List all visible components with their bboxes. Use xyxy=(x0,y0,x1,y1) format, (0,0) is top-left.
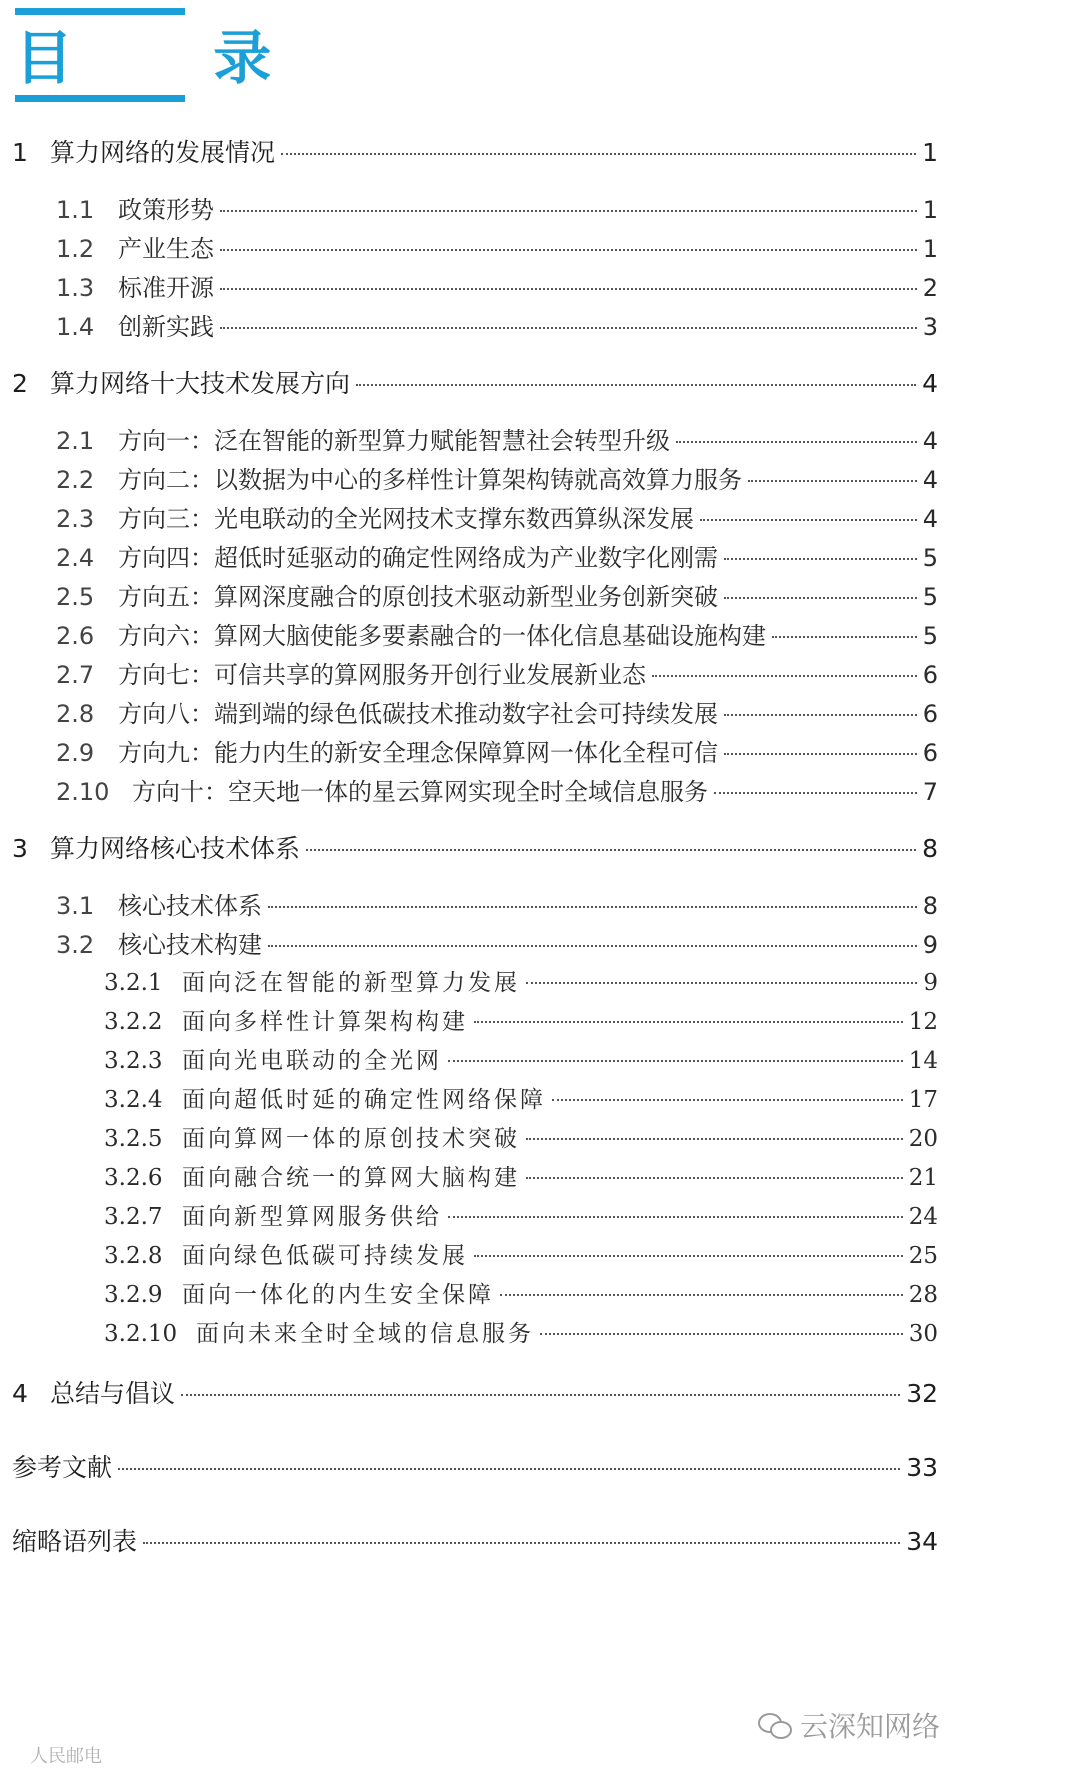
dot-leader xyxy=(356,384,916,386)
dot-leader xyxy=(306,849,916,851)
toc-entry-3-2-9[interactable] xyxy=(104,1276,938,1309)
dot-leader xyxy=(540,1333,903,1335)
entry-title: 方向九：能力内生的新安全理念保障算网一体化全程可信 xyxy=(118,739,718,767)
entry-title: 面向光电联动的全光网 xyxy=(182,1048,442,1074)
dot-leader xyxy=(500,1294,903,1296)
entry-page: 12 xyxy=(908,1009,938,1035)
toc-entry-3-2-10[interactable] xyxy=(104,1315,938,1348)
entry-page: 6 xyxy=(922,661,938,689)
dot-leader xyxy=(143,1542,900,1544)
dot-leader xyxy=(448,1216,903,1218)
entry-page: 17 xyxy=(908,1087,938,1113)
dot-leader xyxy=(220,210,917,212)
entry-page: 5 xyxy=(922,622,938,650)
entry-number: 3.2.7 xyxy=(104,1204,163,1230)
entry-page: 9 xyxy=(922,931,938,959)
toc-entry-2-10[interactable] xyxy=(56,772,938,807)
entry-page: 8 xyxy=(922,892,938,920)
entry-page: 6 xyxy=(922,739,938,767)
dot-leader xyxy=(268,945,917,947)
entry-page: 1 xyxy=(922,138,938,167)
toc-entry-2-9[interactable] xyxy=(56,733,938,768)
dot-leader xyxy=(724,597,917,599)
entry-title: 方向一：泛在智能的新型算力赋能智慧社会转型升级 xyxy=(118,427,670,455)
toc-entry-3-2-4[interactable] xyxy=(104,1081,938,1114)
entry-number: 3.2 xyxy=(56,931,95,959)
toc-entry-4[interactable] xyxy=(12,1374,938,1410)
dot-leader xyxy=(552,1099,903,1101)
entry-title: 政策形势 xyxy=(118,196,214,224)
entry-number: 3.2.5 xyxy=(104,1126,163,1152)
entry-page: 14 xyxy=(908,1048,938,1074)
dot-leader xyxy=(724,558,917,560)
entry-title: 方向六：算网大脑使能多要素融合的一体化信息基础设施构建 xyxy=(118,622,766,650)
entry-number: 3.2.8 xyxy=(104,1243,163,1269)
entry-title: 面向算网一体的原创技术突破 xyxy=(182,1126,520,1152)
entry-number: 3.2.2 xyxy=(104,1009,163,1035)
entry-page: 7 xyxy=(922,778,938,806)
toc-entry-1-1[interactable] xyxy=(56,190,938,225)
entry-title: 总结与倡议 xyxy=(50,1379,176,1408)
dot-leader xyxy=(474,1021,903,1023)
entry-page: 24 xyxy=(908,1204,938,1230)
entry-page: 6 xyxy=(922,700,938,728)
entry-title: 面向新型算网服务供给 xyxy=(182,1204,442,1230)
entry-number: 1.1 xyxy=(56,196,95,224)
entry-title: 算力网络核心技术体系 xyxy=(50,834,301,863)
watermark-account xyxy=(758,1705,940,1745)
entry-page: 32 xyxy=(906,1379,938,1408)
entry-page: 20 xyxy=(908,1126,938,1152)
entry-page: 5 xyxy=(922,544,938,572)
entry-title: 面向未来全时全域的信息服务 xyxy=(196,1321,534,1347)
entry-number: 3.2.4 xyxy=(104,1087,163,1113)
entry-title: 面向多样性计算架构构建 xyxy=(182,1009,468,1035)
dot-leader xyxy=(772,636,917,638)
toc-entry-1-4[interactable] xyxy=(56,307,938,342)
dot-leader xyxy=(526,1177,903,1179)
dot-leader xyxy=(448,1060,903,1062)
entry-page: 2 xyxy=(922,274,938,302)
toc-entry-2-7[interactable] xyxy=(56,655,938,690)
entry-number: 2.8 xyxy=(56,700,95,728)
entry-page: 34 xyxy=(906,1527,938,1556)
dot-leader xyxy=(118,1468,900,1470)
entry-page: 4 xyxy=(922,427,938,455)
entry-title: 核心技术体系 xyxy=(118,892,262,920)
entry-title: 方向二：以数据为中心的多样性计算架构铸就高效算力服务 xyxy=(118,466,742,494)
entry-title: 面向融合统一的算网大脑构建 xyxy=(182,1165,520,1191)
entry-title: 面向一体化的内生安全保障 xyxy=(182,1282,494,1308)
entry-title: 参考文献 xyxy=(12,1453,113,1482)
toc-entry-2-6[interactable] xyxy=(56,616,938,651)
dot-leader xyxy=(724,714,917,716)
entry-page: 3 xyxy=(922,313,938,341)
entry-title: 面向超低时延的确定性网络保障 xyxy=(182,1087,546,1113)
toc-entry-references[interactable] xyxy=(12,1448,938,1484)
entry-title: 创新实践 xyxy=(118,313,214,341)
entry-title: 算力网络的发展情况 xyxy=(50,138,276,167)
entry-page: 4 xyxy=(922,505,938,533)
entry-title: 方向七：可信共享的算网服务开创行业发展新业态 xyxy=(118,661,646,689)
entry-number: 3.2.9 xyxy=(104,1282,163,1308)
toc-entry-3-2-1[interactable] xyxy=(104,964,938,997)
dot-leader xyxy=(526,1138,903,1140)
toc-entry-3[interactable] xyxy=(12,829,938,865)
toc-entry-1-2[interactable] xyxy=(56,229,938,264)
dot-leader xyxy=(181,1394,900,1396)
toc-entry-2-4[interactable] xyxy=(56,538,938,573)
entry-page: 30 xyxy=(908,1321,938,1347)
toc-entry-3-2-5[interactable] xyxy=(104,1120,938,1153)
dot-leader xyxy=(526,982,917,984)
toc-entry-2-8[interactable] xyxy=(56,694,938,729)
entry-number: 3 xyxy=(12,834,28,863)
entry-number: 1 xyxy=(12,138,28,167)
dot-leader xyxy=(724,753,917,755)
entry-number: 2.7 xyxy=(56,661,95,689)
entry-number: 2.6 xyxy=(56,622,95,650)
entry-title: 面向绿色低碳可持续发展 xyxy=(182,1243,468,1269)
toc-entry-2-1[interactable] xyxy=(56,421,938,456)
entry-number: 2.10 xyxy=(56,778,110,806)
entry-title: 方向八：端到端的绿色低碳技术推动数字社会可持续发展 xyxy=(118,700,718,728)
entry-page: 1 xyxy=(922,196,938,224)
entry-number: 2.5 xyxy=(56,583,95,611)
entry-page: 25 xyxy=(908,1243,938,1269)
entry-number: 2.2 xyxy=(56,466,95,494)
entry-number: 2.4 xyxy=(56,544,95,572)
toc-entry-3-2-6[interactable] xyxy=(104,1159,938,1192)
toc-entry-1[interactable] xyxy=(12,133,938,169)
entry-number: 1.3 xyxy=(56,274,95,302)
entry-number: 2 xyxy=(12,369,28,398)
wechat-icon xyxy=(758,1713,792,1737)
toc-entry-3-2-3[interactable] xyxy=(104,1042,938,1075)
page-title: 目 录 xyxy=(15,24,332,92)
dot-leader xyxy=(700,519,917,521)
dot-leader xyxy=(748,480,917,482)
toc-entry-3-1[interactable] xyxy=(56,886,938,921)
entry-title: 算力网络十大技术发展方向 xyxy=(50,369,351,398)
entry-title: 面向泛在智能的新型算力发展 xyxy=(182,970,520,996)
dot-leader xyxy=(474,1255,903,1257)
entry-number: 4 xyxy=(12,1379,28,1408)
entry-title: 方向十：空天地一体的星云算网实现全时全域信息服务 xyxy=(132,778,708,806)
dot-leader xyxy=(268,906,917,908)
dot-leader xyxy=(714,792,917,794)
dot-leader xyxy=(281,153,916,155)
entry-title: 缩略语列表 xyxy=(12,1527,138,1556)
toc-entry-2[interactable] xyxy=(12,364,938,400)
entry-page: 8 xyxy=(922,834,938,863)
toc-entry-3-2-8[interactable] xyxy=(104,1237,938,1270)
entry-page: 33 xyxy=(906,1453,938,1482)
entry-title: 方向三：光电联动的全光网技术支撑东数西算纵深发展 xyxy=(118,505,694,533)
toc-entry-3-2[interactable] xyxy=(56,925,938,960)
entry-title: 标准开源 xyxy=(118,274,214,302)
dot-leader xyxy=(220,327,917,329)
entry-number: 1.4 xyxy=(56,313,95,341)
toc-entry-2-3[interactable] xyxy=(56,499,938,534)
toc-entry-3-2-2[interactable] xyxy=(104,1003,938,1036)
dot-leader xyxy=(220,288,917,290)
toc-entry-2-5[interactable] xyxy=(56,577,938,612)
entry-page: 21 xyxy=(908,1165,938,1191)
entry-title: 核心技术构建 xyxy=(118,931,262,959)
entry-number: 1.2 xyxy=(56,235,95,263)
dot-leader xyxy=(652,675,917,677)
entry-page: 1 xyxy=(922,235,938,263)
entry-number: 2.1 xyxy=(56,427,95,455)
toc-entry-1-3[interactable] xyxy=(56,268,938,303)
entry-number: 2.9 xyxy=(56,739,95,767)
entry-page: 4 xyxy=(922,369,938,398)
toc-entry-abbreviations[interactable] xyxy=(12,1522,938,1558)
entry-title: 产业生态 xyxy=(118,235,214,263)
dot-leader xyxy=(676,441,917,443)
entry-number: 3.2.1 xyxy=(104,970,163,996)
watermark-publisher: 人民邮电 xyxy=(30,1746,102,1767)
entry-number: 2.3 xyxy=(56,505,95,533)
entry-number: 3.2.6 xyxy=(104,1165,163,1191)
dot-leader xyxy=(220,249,917,251)
entry-page: 4 xyxy=(922,466,938,494)
entry-page: 28 xyxy=(908,1282,938,1308)
watermark-account-name: 云深知网络 xyxy=(799,1710,940,1743)
entry-title: 方向四：超低时延驱动的确定性网络成为产业数字化刚需 xyxy=(118,544,718,572)
entry-number: 3.2.3 xyxy=(104,1048,163,1074)
entry-page: 5 xyxy=(922,583,938,611)
toc-entry-2-2[interactable] xyxy=(56,460,938,495)
entry-number: 3.2.10 xyxy=(104,1321,178,1347)
entry-number: 3.1 xyxy=(56,892,95,920)
entry-page: 9 xyxy=(923,970,938,996)
entry-title: 方向五：算网深度融合的原创技术驱动新型业务创新突破 xyxy=(118,583,718,611)
toc-entry-3-2-7[interactable] xyxy=(104,1198,938,1231)
